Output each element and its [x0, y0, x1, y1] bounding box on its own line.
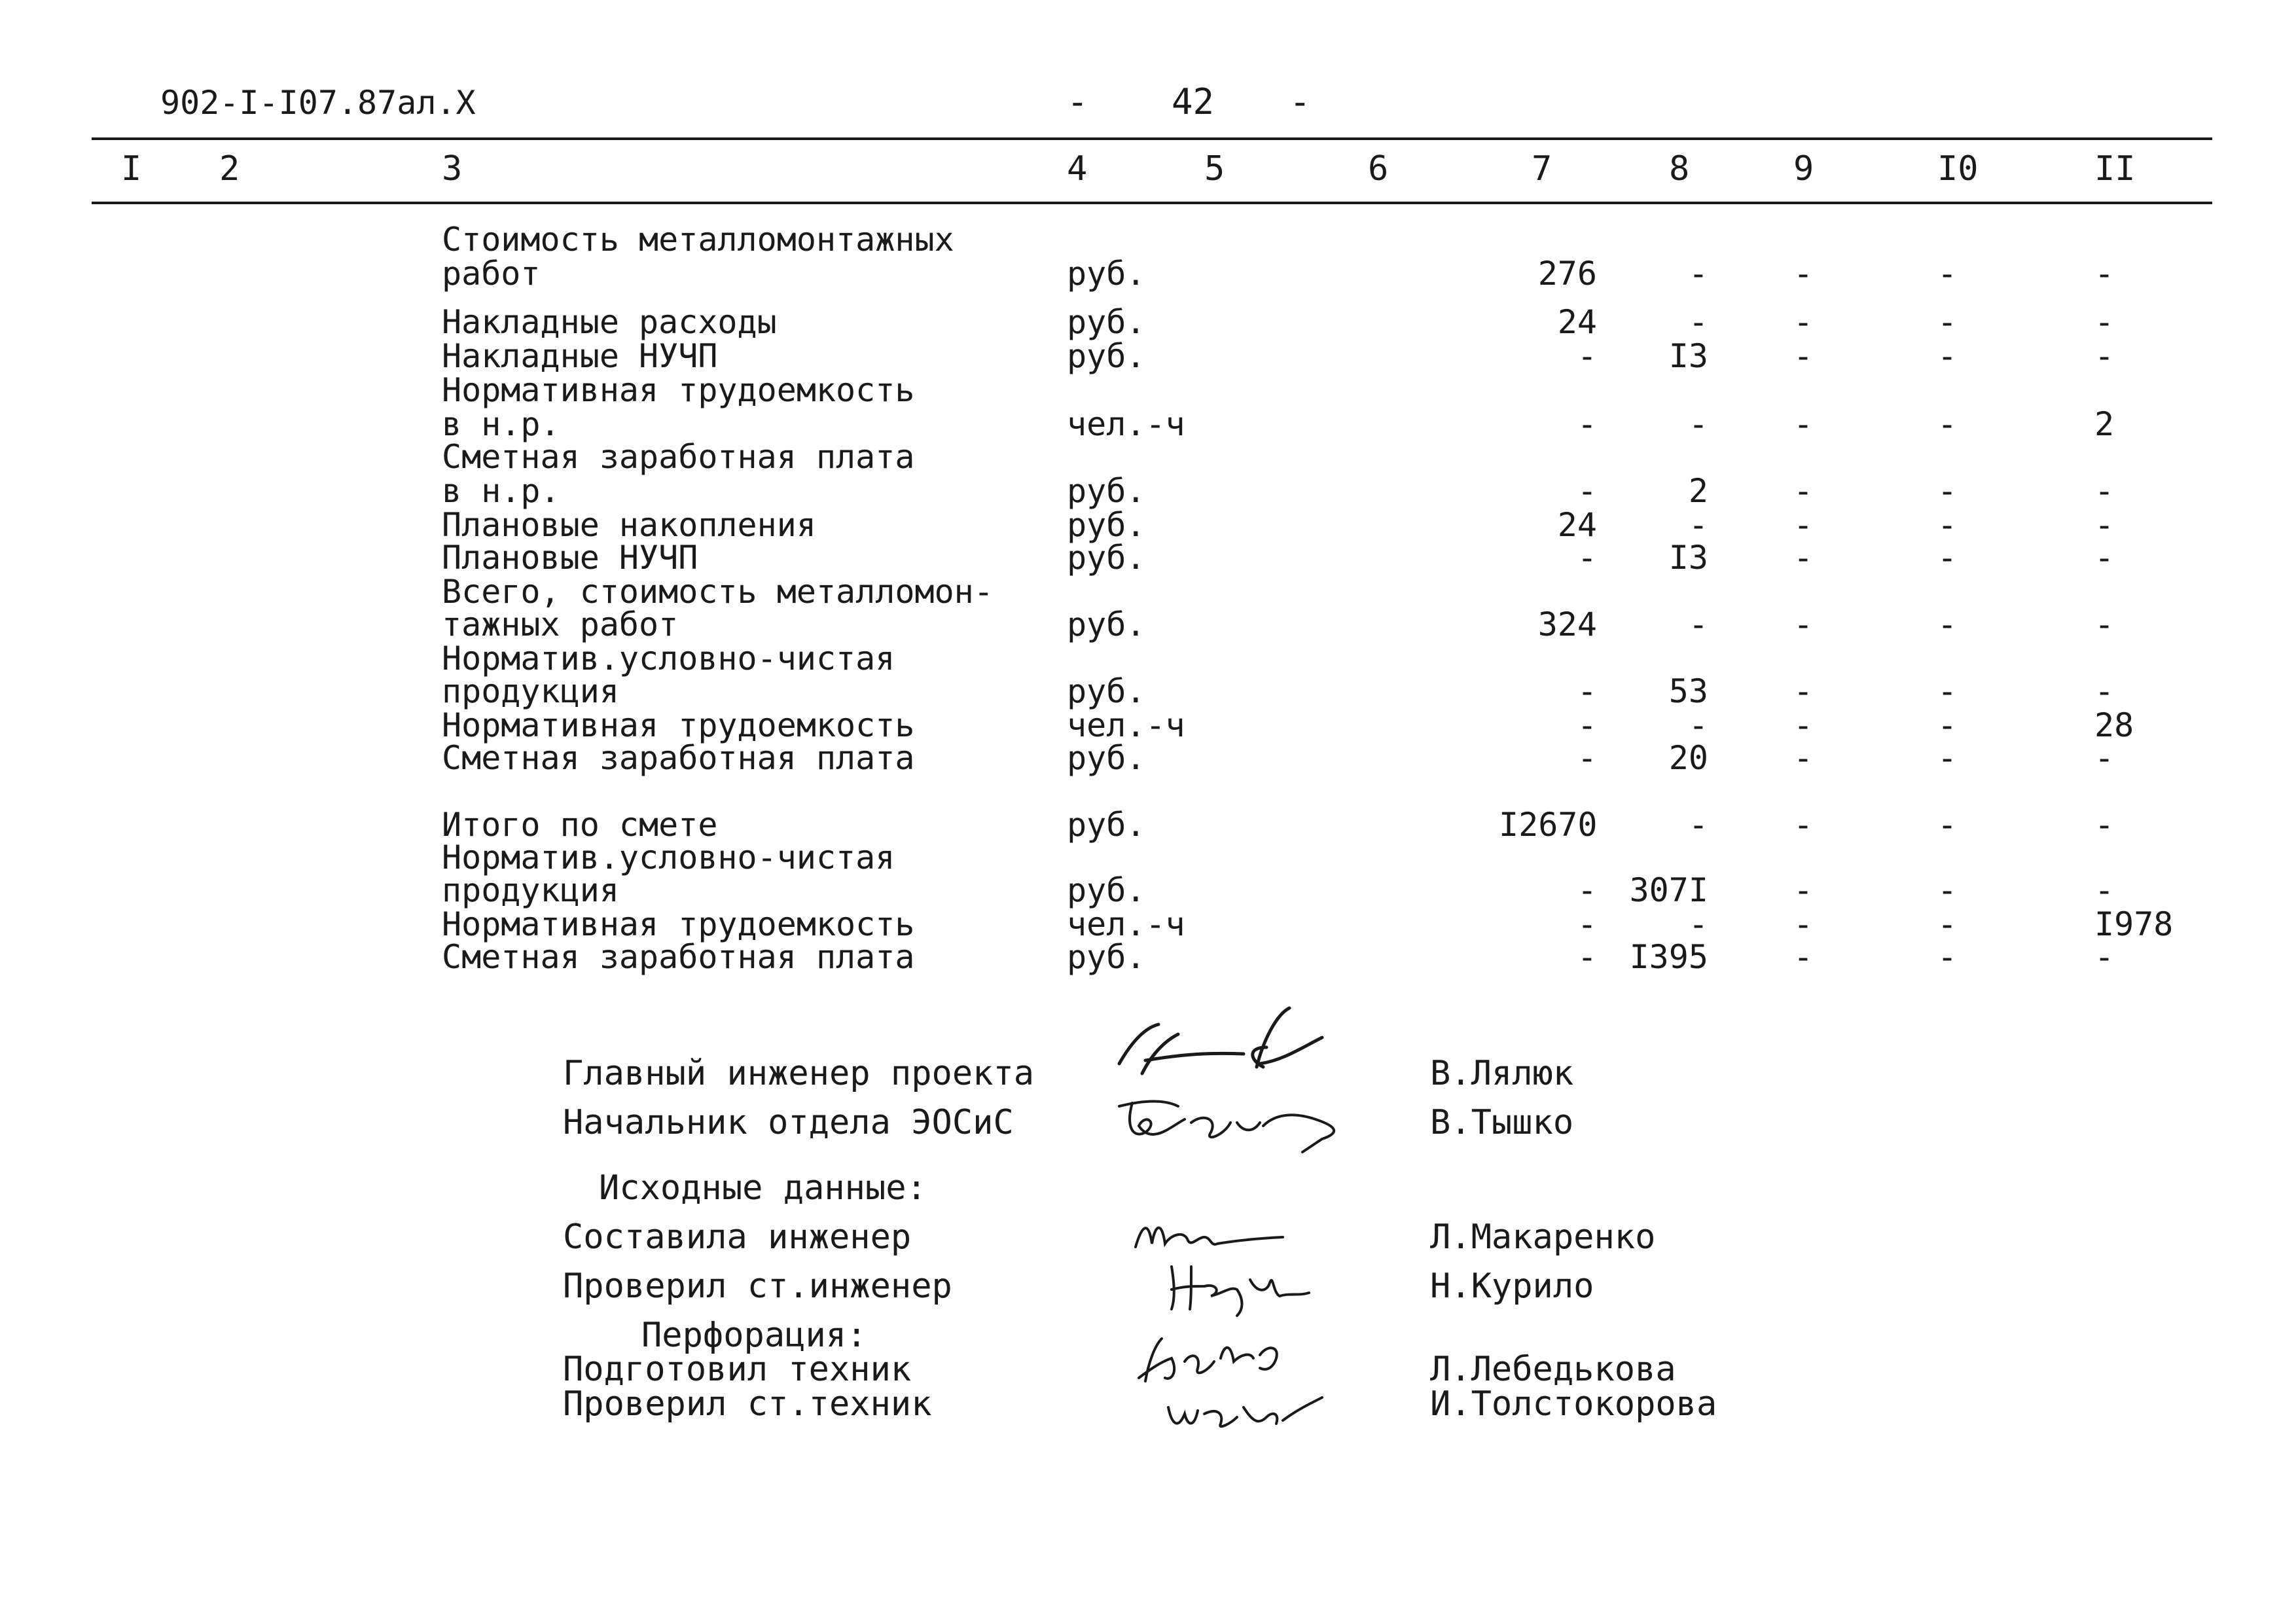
row-unit: руб. — [1067, 472, 1146, 510]
row-unit: руб. — [1067, 303, 1146, 341]
row-col8: I395 — [1629, 938, 1708, 976]
row-name-line: Сметная заработная плата — [442, 938, 915, 976]
row-name-line: Накладные НУЧП — [442, 337, 718, 375]
row-name-line: Стоимость металломонтажных — [442, 221, 954, 259]
row-col9: - — [1793, 303, 1814, 341]
row-col9: - — [1793, 337, 1814, 375]
row-col7: - — [1577, 905, 1597, 943]
document-code: 902-I-I07.87ал.X — [160, 84, 476, 122]
row-col9: - — [1793, 905, 1814, 943]
handwritten-signature-checked-engineer — [1158, 1254, 1316, 1319]
row-col10: - — [1937, 938, 1958, 976]
row-col8: - — [1688, 905, 1708, 943]
row-col10: - — [1937, 739, 1958, 777]
handwritten-signature-checked-technician — [1158, 1388, 1329, 1440]
row-col7: - — [1577, 472, 1597, 510]
row-col11: - — [2094, 539, 2115, 577]
row-col10: - — [1937, 255, 1958, 293]
row-col11: - — [2094, 672, 2115, 710]
row-col10: - — [1937, 871, 1958, 909]
row-col7: - — [1577, 871, 1597, 909]
row-name-line: тажных работ — [442, 605, 679, 643]
column-header-7: 7 — [1532, 149, 1552, 189]
column-header-2: 2 — [219, 149, 240, 189]
column-header-1: I — [121, 149, 142, 189]
column-header-10: I0 — [1937, 149, 1979, 189]
row-name-line: Всего, стоимость металломон- — [442, 573, 994, 611]
row-unit: руб. — [1067, 337, 1146, 375]
signature-name-chief-engineer: В.Лялюк — [1430, 1054, 1574, 1093]
row-unit: руб. — [1067, 871, 1146, 909]
row-col9: - — [1793, 506, 1814, 544]
row-col10: - — [1937, 806, 1958, 844]
row-col11: 28 — [2094, 706, 2134, 744]
row-col7: - — [1577, 938, 1597, 976]
row-col8: - — [1688, 605, 1708, 643]
row-col11: - — [2094, 303, 2115, 341]
row-col9: - — [1793, 871, 1814, 909]
row-unit: чел.-ч — [1067, 905, 1185, 943]
row-col10: - — [1937, 405, 1958, 443]
row-unit: руб. — [1067, 938, 1146, 976]
row-name-line: Норматив.условно-чистая — [442, 839, 895, 876]
row-col11: - — [2094, 806, 2115, 844]
table-top-rule — [92, 137, 2212, 140]
row-unit: руб. — [1067, 672, 1146, 710]
row-col8: - — [1688, 405, 1708, 443]
row-col8: - — [1688, 706, 1708, 744]
row-col7: 24 — [1557, 303, 1597, 341]
row-col8: - — [1688, 806, 1708, 844]
row-col9: - — [1793, 405, 1814, 443]
row-col7: - — [1577, 337, 1597, 375]
row-name-line: в н.р. — [442, 405, 560, 443]
signature-role-prepared: Подготовил техник — [563, 1350, 912, 1389]
row-unit: руб. — [1067, 739, 1146, 777]
row-name-line: Накладные расходы — [442, 303, 777, 341]
signature-name-dept-head: В.Тышко — [1430, 1103, 1574, 1142]
row-col9: - — [1793, 806, 1814, 844]
column-header-4: 4 — [1067, 149, 1088, 189]
row-name-line: продукция — [442, 672, 619, 710]
row-name-line: Сметная заработная плата — [442, 739, 915, 777]
row-col9: - — [1793, 706, 1814, 744]
signature-role-checked-technician: Проверил ст.техник — [563, 1384, 932, 1424]
row-name-line: Плановые НУЧП — [442, 539, 698, 577]
row-unit: руб. — [1067, 506, 1146, 544]
row-col11: - — [2094, 605, 2115, 643]
row-col9: - — [1793, 605, 1814, 643]
row-unit: руб. — [1067, 605, 1146, 643]
row-col10: - — [1937, 472, 1958, 510]
signature-name-prepared: Л.Лебедькова — [1430, 1350, 1676, 1389]
row-col10: - — [1937, 506, 1958, 544]
row-col8: I3 — [1668, 539, 1708, 577]
row-col7: - — [1577, 706, 1597, 744]
row-col9: - — [1793, 739, 1814, 777]
table-header-rule — [92, 202, 2212, 204]
column-header-8: 8 — [1669, 149, 1690, 189]
row-name-line: продукция — [442, 871, 619, 909]
row-col7: - — [1577, 539, 1597, 577]
row-col7: - — [1577, 739, 1597, 777]
row-col11: 2 — [2094, 405, 2115, 443]
row-name-line: в н.р. — [442, 472, 560, 510]
row-col8: 307I — [1629, 871, 1708, 909]
row-col8: 20 — [1668, 739, 1708, 777]
column-header-6: 6 — [1368, 149, 1389, 189]
handwritten-signature-dept-head — [1106, 1087, 1355, 1165]
signature-role-dept-head: Начальник отдела ЭОСиС — [563, 1103, 1014, 1142]
row-col10: - — [1937, 905, 1958, 943]
page-number-dash-right: - — [1289, 81, 1311, 122]
row-col8: - — [1688, 303, 1708, 341]
row-col11: - — [2094, 337, 2115, 375]
row-name-line: работ — [442, 255, 541, 293]
column-header-3: 3 — [442, 149, 463, 189]
section-heading-perforation: Перфорация: — [641, 1316, 867, 1355]
row-col11: - — [2094, 255, 2115, 293]
row-col7: - — [1577, 405, 1597, 443]
row-unit: чел.-ч — [1067, 405, 1185, 443]
row-col9: - — [1793, 255, 1814, 293]
row-col8: - — [1688, 255, 1708, 293]
row-col10: - — [1937, 337, 1958, 375]
row-name-line: Норматив.условно-чистая — [442, 640, 895, 677]
signature-role-checked-engineer: Проверил ст.инженер — [563, 1267, 952, 1306]
row-name-line: Итого по смете — [442, 806, 718, 844]
row-col9: - — [1793, 938, 1814, 976]
row-col9: - — [1793, 672, 1814, 710]
signature-role-chief-engineer: Главный инженер проекта — [563, 1054, 1035, 1093]
row-col7: 324 — [1537, 605, 1597, 643]
row-name-line: Нормативная трудоемкость — [442, 905, 915, 943]
row-col8: 53 — [1668, 672, 1708, 710]
row-col7: I2670 — [1499, 806, 1598, 844]
row-col8: I3 — [1668, 337, 1708, 375]
row-col8: 2 — [1688, 472, 1708, 510]
row-unit: руб. — [1067, 539, 1146, 577]
column-header-11: II — [2094, 149, 2136, 189]
row-col11: - — [2094, 938, 2115, 976]
row-col7: 276 — [1537, 255, 1597, 293]
row-col11: I978 — [2094, 905, 2174, 943]
row-col10: - — [1937, 672, 1958, 710]
row-col7: 24 — [1557, 506, 1597, 544]
row-unit: чел.-ч — [1067, 706, 1185, 744]
row-col7: - — [1577, 672, 1597, 710]
row-col10: - — [1937, 303, 1958, 341]
handwritten-signature-chief-engineer — [1106, 1001, 1342, 1093]
page-number: 42 — [1172, 81, 1215, 122]
row-col10: - — [1937, 539, 1958, 577]
row-col10: - — [1937, 605, 1958, 643]
row-unit: руб. — [1067, 806, 1146, 844]
signature-name-compiled: Л.Макаренко — [1430, 1218, 1656, 1257]
row-col11: - — [2094, 871, 2115, 909]
section-heading-source-data: Исходные данные: — [599, 1168, 927, 1208]
page-number-dash-left: - — [1067, 81, 1088, 122]
row-col11: - — [2094, 739, 2115, 777]
row-name-line: Сметная заработная плата — [442, 438, 915, 476]
column-header-5: 5 — [1204, 149, 1225, 189]
row-col8: - — [1688, 506, 1708, 544]
signature-role-compiled: Составила инженер — [563, 1218, 912, 1257]
row-col9: - — [1793, 539, 1814, 577]
row-col9: - — [1793, 472, 1814, 510]
handwritten-signature-prepared — [1126, 1332, 1296, 1391]
row-col11: - — [2094, 506, 2115, 544]
row-unit: руб. — [1067, 255, 1146, 293]
row-name-line: Плановые накопления — [442, 506, 816, 544]
column-header-9: 9 — [1793, 149, 1814, 189]
signature-name-checked-engineer: Н.Курило — [1430, 1267, 1594, 1306]
row-name-line: Нормативная трудоемкость — [442, 371, 915, 409]
row-name-line: Нормативная трудоемкость — [442, 706, 915, 744]
row-col11: - — [2094, 472, 2115, 510]
row-col10: - — [1937, 706, 1958, 744]
signature-name-checked-technician: И.Толстокорова — [1430, 1384, 1717, 1424]
